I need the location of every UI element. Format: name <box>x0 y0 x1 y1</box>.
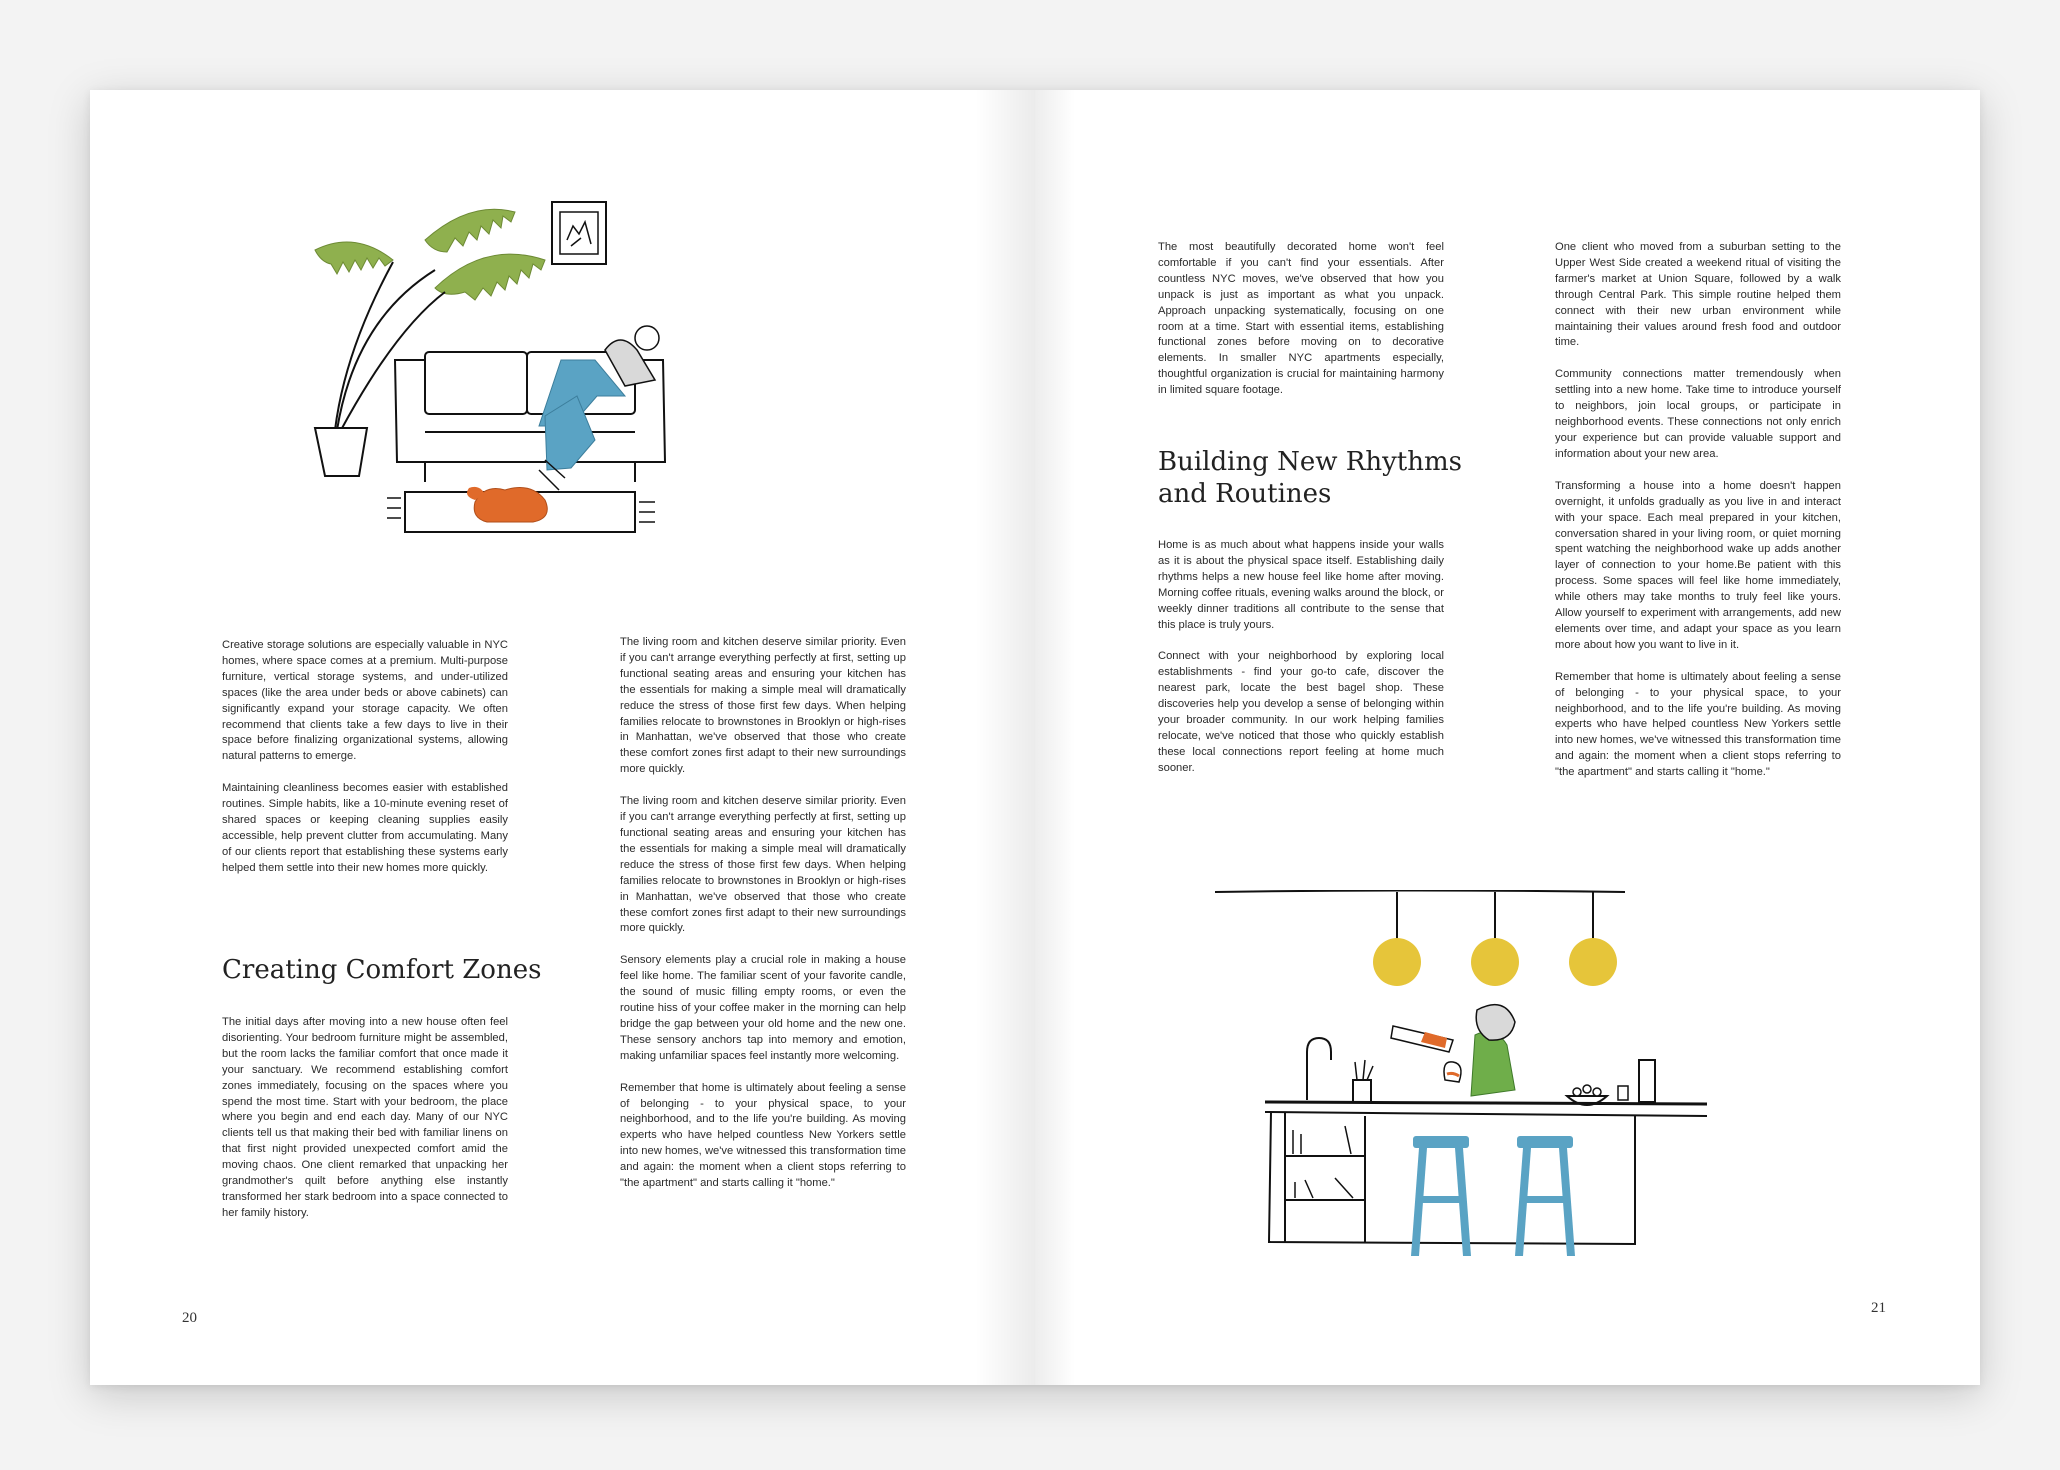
gutter-shadow <box>1035 90 1075 1385</box>
paragraph: Maintaining cleanliness becomes easier with established routines. Simple habits, like a 10-minute evening reset of shared spaces or keeping cleaning supplies easily accessible, help prevent clutter from accumulating. Many of our clients report that establishing these systems early helped them settle into their new homes more quickly. <box>222 782 508 874</box>
right-column-1-top <box>1158 240 1444 415</box>
paragraph: Remember that home is ultimately about feeling a sense of belonging - to your physical space, to your neighborhood, and to the life you're building. As moving experts who have helped countless New Yorkers settle into new homes, we've witnessed this transformation time and again: the moment when a client stops referring to "the apartment" and starts calling it "home." <box>1555 670 1841 779</box>
gutter-shadow <box>975 90 1035 1385</box>
right-column-1-bottom <box>1158 538 1444 793</box>
page-number-right: 21 <box>1871 1300 1886 1316</box>
section-heading-rhythms <box>1158 446 1462 510</box>
paragraph: One client who moved from a suburban setting to the Upper West Side created a weekend ritual of visiting the farmer's market at Union Square, followed by a walk through Central Park. This simple routine helped them connect with their new urban environment while maintaining their values around fresh food and outdoor time. <box>1555 241 1841 349</box>
right-column-2 <box>1555 240 1841 797</box>
paragraph: The most beautifully decorated home won't feel comfortable if you can't find your essentials. After countless NYC moves, we've observed that how you unpack is just as important as what you unpack. Approach unpacking systematically, focusing on one room at a time. Start with essential items, establishing functional zones before moving on to decorative elements. In smaller NYC apartments especially, thoughtful organization is crucial for maintaining harmony in limited square footage. <box>1158 241 1444 397</box>
page-number-left: 20 <box>182 1310 197 1326</box>
magazine-spread <box>90 90 1980 1385</box>
paragraph: Home is as much about what happens inside your walls as it is about the physical space itself. Establishing daily rhythms helps a new house feel like home after moving. Morning coffee rituals, evening walks around the block, or weekly dinner traditions all contribute to the sense that this place is truly yours. <box>1158 539 1444 631</box>
left-column-1-continued <box>222 1015 508 1238</box>
paragraph: Creative storage solutions are especially valuable in NYC homes, where space comes at a premium. Multi-purpose furniture, vertical storage systems, and under-utilized spaces (like the area under beds or above cabinets) can significantly expand your storage capacity. We often recommend that clients take a few days to live in their space before finalizing organizational systems, allowing natural patterns to emerge. <box>222 639 508 763</box>
paragraph: The living room and kitchen deserve similar priority. Even if you can't arrange everything perfectly at first, setting up functional seating areas and ensuring your kitchen has the essentials for making a simple meal will dramatically reduce the stress of those first few days. When helping families relocate to brownstones in Brooklyn or high-rises in Manhattan, we've observed that those who create these comfort zones first adapt to their new surroundings more quickly. <box>620 636 906 776</box>
section-heading-comfort-zones: Creating Comfort Zones <box>222 955 542 985</box>
paragraph: The initial days after moving into a new house often feel disorienting. Your bedroom furniture might be assembled, but the room lacks the familiar comfort that once made it your sanctuary. We recommend establishing comfort zones immediately, focusing on the spaces where you spend the most time. Start with your bedroom, the place where you begin and end each day. Many of our NYC clients tell us that making their bed with familiar linens on that first night provided unexpected comfort amid the moving chaos. One client remarked that unpacking her grandmother's quilt before anything else instantly transformed her stark bedroom into a space connected to her family history. <box>222 1016 508 1219</box>
page-right <box>1035 90 1980 1385</box>
kitchen-illustration <box>1215 890 1715 1270</box>
paragraph: Sensory elements play a crucial role in making a house feel like home. The familiar scent of your favorite candle, the sound of music filling empty rooms, or even the routine hiss of your coffee maker in the morning can help bridge the gap between your old home and the new one. These sensory anchors tap into memory and emotion, making unfamiliar spaces feel instantly more welcoming. <box>620 954 906 1062</box>
living-room-illustration <box>275 200 695 540</box>
heading-line: Building New Rhythms <box>1158 447 1462 477</box>
left-column-1 <box>222 638 508 893</box>
paragraph: Transforming a house into a home doesn't happen overnight, it unfolds gradually as you live in and interact with your space. Each meal prepared in your kitchen, conversation shared in your living room, or quiet morning spent watching the neighborhood wake up adds another layer of connection to your home.Be patient with this process. Some spaces will feel like home immediately, while others may take months to truly feel like yours. Allow yourself to experiment with arrangements, add new elements over time, and adapt your space as you learn more about how you want to live in it. <box>1555 479 1841 651</box>
paragraph: Remember that home is ultimately about feeling a sense of belonging - to your physical space, to your neighborhood, and to the life you're building. As moving experts who have helped countless New Yorkers settle into new homes, we've witnessed this transformation time and again: the moment when a client stops referring to "the apartment" and starts calling it "home." <box>620 1081 906 1190</box>
heading-line: and Routines <box>1158 479 1332 509</box>
paragraph: Connect with your neighborhood by exploring local establishments - find your go-to cafe, discover the nearest park, locate the best bagel shop. These discoveries help you develop a sense of belonging within your broader community. In our work helping families relocate, we've noticed that those who quickly establish these local connections report feeling at home much sooner. <box>1158 650 1444 774</box>
left-column-2 <box>620 635 906 1208</box>
page-left <box>90 90 1035 1385</box>
paragraph: The living room and kitchen deserve similar priority. Even if you can't arrange everything perfectly at first, setting up functional seating areas and ensuring your kitchen has the essentials for making a simple meal will dramatically reduce the stress of those first few days. When helping families relocate to brownstones in Brooklyn or high-rises in Manhattan, we've observed that those who create these comfort zones first adapt to their new surroundings more quickly. <box>620 795 906 935</box>
paragraph: Community connections matter tremendously when settling into a new home. Take time to introduce yourself to neighbors, join local groups, or participate in neighborhood events. These connections not only enrich your experience but can provide valuable support and information about your new area. <box>1555 368 1841 460</box>
